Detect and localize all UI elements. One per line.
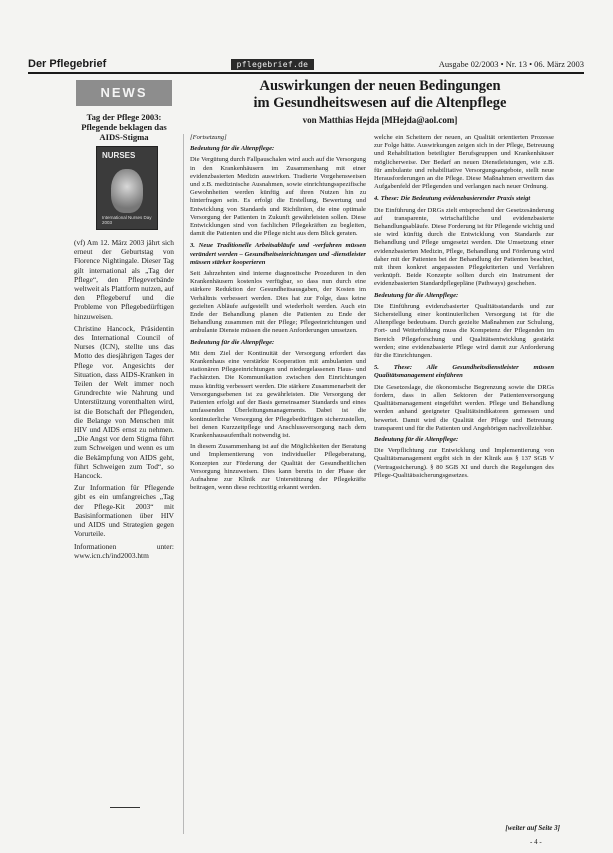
book-subtitle: International Nurses Day 2003	[102, 215, 152, 225]
header-rule	[28, 72, 584, 74]
issue-info: Ausgabe 02/2003 • Nr. 13 • 06. März 2003	[438, 59, 584, 69]
book-cover-image	[96, 146, 158, 230]
continuation-note: [Fortsetzung]	[190, 134, 227, 141]
sidebar-paragraph: Zur Information für Pflegende gibt es ein umfangreiches „Tag der Pflege-Kit 2003“ mit Basisinformationen über HIV und AIDS und Strategien gegen Vorurteile.	[74, 483, 174, 539]
sidebar-paragraph: Christine Hancock, Präsidentin des International Council of Nurses (ICN), stellte uns das Motto des diesjährigen Tages der Pflege vor. Angesichts der Situation, dass AIDS-Kranken in Teilen der Welt immer noch Grundrechte wie Nahrung und Unterstützung vorenthalten wird, ist die Botschaft der Pflegenden, die Belange von Menschen mit HIV und AIDS ernst zu nehmen. „Die Angst vor dem Stigma führt zum Schweigen und wenn es um die Bekämpfung von AIDS geht, führt Schweigen zum Tod“, so Hancock.	[74, 323, 174, 481]
subheading: Bedeutung für die Altenpflege:	[374, 435, 459, 443]
body-paragraph: Die Gesetzeslage, die ökonomische Begrenzung sowie die DRGs fordern, dass in allen Sektoren der Patientenversorgung Qualitätsmanagement eingeführt werden. Pflege und Behandlung werden anhand geeigneter Qualitätsindikatoren gemessen und bewertet. Damit wird die Qualität der Pflege und Betreuung transparent und für die Patienten und Angehörigen nachvollziehbar.	[374, 383, 554, 432]
column-separator	[183, 134, 184, 834]
article-title-line: im Gesundheitswesen auf die Altenpflege	[253, 95, 507, 111]
article-column-right	[374, 134, 554, 838]
sidebar-paragraph: (vf) Am 12. März 2003 jährt sich erneut der Geburtstag von Florence Nightingale. Dieser Tag gilt international als „Tag der Pflege“, den Pflegeverbände weltweit als Plattform nutzen, auf den Pflegeberuf und die Probleme von Pflegebedürftigen hinzuweisen.	[74, 238, 174, 321]
sidebar-column	[74, 238, 174, 838]
article-column-left	[190, 134, 366, 838]
article-author: von Matthias Hejda [MHejda@aol.com]	[302, 115, 458, 125]
sidebar-divider	[110, 807, 140, 808]
thesis-heading: 5. These: Alle Gesundheitsdienstleister müssen Qualitätsmanagement einführen	[374, 364, 554, 380]
sidebar-info-link[interactable]: Informationen unter: www.icn.ch/ind2003.htm	[74, 541, 174, 560]
body-paragraph: Seit Jahrzehnten sind interne diagnostische Prozeduren in den Krankenhäusern kostenlos verfügbar, so dass nun durch eine stärkere Reduktion der Gesundheitsausgaben, der Kosten im Verhältnis verbessert werden. Dies hat zur Folge, dass keine gezielten Abläufe aufgestellt und wiederholt werden. Auch ein Ende der Behandlung planen die Patienten zu Ende der Behandlung zusammen mit der Pflege; Pflegeeinrichtungen und ambulante Dienste müssen die neuen Anforderungen umsetzen.	[190, 270, 366, 335]
subheading: Bedeutung für die Altenpflege:	[190, 338, 275, 346]
book-title: NURSES	[102, 151, 136, 160]
body-paragraph: Die Vergütung durch Fallpauschalen wird auch auf die Versorgung in den Krankenhäusern im Zusammenhang mit einer evidenzbasierten Medizin auswirken. Tradierte Vorgehensweisen und z.B. medizinische Ausnahmen, sowie einrichtungsspezifische Gewohnheiten werden künftig auf ihren Nutzen hin zu hinterfragen sein. Es erfolgt die Erstellung, Bewertung und Entwicklung von Standards und Richtlinien, die eine optimale Versorgung der Patienten in Zukunft gewährleisten sollen. Diese Entwicklungen sind von fachlichen Pflegekräften zu begleiten, damit die Patienten und die Pflege nicht aus dem Blick geraten.	[190, 156, 366, 238]
thesis-heading: 4. These: Die Bedeutung evidenzbasierender Praxis steigt	[374, 195, 531, 203]
body-paragraph: In diesem Zusammenhang ist auf die Möglichkeiten der Beratung und Implementierung von individueller Pflegeberatung, Konzepten zur Förderung der Qualität der Gesundheitlichen Versorgung hinzuweisen. Dies kann bereits in der Phase der Aufnahme zur Klinik zur Unterstützung der Pflegekräfte beitragen, wenn diese rechtzeitig erkannt werden.	[190, 443, 366, 492]
article-title	[188, 78, 572, 112]
website-url[interactable]: pflegebrief.de	[231, 59, 315, 70]
body-paragraph: Die Verpflichtung zur Entwicklung und Implementierung von Qualitätsmanagement ergibt sich in der Klinik aus § 137 SGB V (Vertragssicherung). § 80 SGB XI und durch die Regelungen des Pflege-Qualitätssicherungsgesetzes.	[374, 447, 554, 479]
sidebar-title: Tag der Pflege 2003: Pflegende beklagen das AIDS-Stigma	[81, 112, 167, 142]
body-paragraph: welche ein Scheitern der neuen, an Qualität orientierten Prozesse zur Folge hätte. Auswirkungen zeigen sich in der Pflege, Betreuung und Rehabilitation beteiligter Berufsgruppen und Krankenhäuser möglicherweise. Der Bedarf an neuen Dienstleistungen, wie z.B. für ambulante und rehabilitative Versorgungsangebote, stellt neue Herausforderungen an die Pflege. Diese Maßnahmen erweitern das Aufgabenfeld der Pflegenden und verlangen nach neuer Ordnung.	[374, 134, 554, 191]
page-number: - 4 -	[530, 838, 542, 846]
subheading: Bedeutung für die Altenpflege:	[190, 145, 275, 153]
body-paragraph: Die Einführung der DRGs zielt entsprechend der Gesetzesänderung auf transparente, wirtschaftliche und evidenzbasierte Behandlungsabläufe. Diese Forderung ist für Pflegende wichtig und sie wird künftig durch die Entwicklung von Standards zur Behandlung und Pflege umgesetzt werden. Die Umsetzung einer evidenzbasierten Medizin, Pflege, Behandlung und Förderung wird daher mit der Patienten bei der Behandlung der Patienten beachtet, mit ihren konkret angepassten Pflegekriterien und Verfahren verknüpft. Beide Konzepte sollten durch ein Instrument der evidenzbasierten Standardpflegepläne (Pathways) geschehen.	[374, 206, 554, 288]
body-paragraph: Die Einführung evidenzbasierter Qualitätsstandards und zur Sicherstellung einer kontinuierlichen Versorgung ist für die Altenpflege bedeutsam. Durch gezielte Maßnahmen zur Schulung, Fort- und Weiterbildung muss die Kompetenz der Pflegenden im Bereich Pflegeforschung und Qualitätsentwicklung gestärkt werden; eine evidenzbasierte Pflege wird damit zur Anforderung für die Einrichtungen.	[374, 302, 554, 360]
page-header	[28, 58, 584, 70]
news-label: NEWS	[76, 80, 172, 106]
brand-name: Der Pflegebrief	[28, 58, 107, 70]
thesis-heading: 3. Neue Traditionelle Arbeitsabläufe und -verfahren müssen verändert werden – Gesundheitseinrichtungen und -dienstleister müssen stärker kooperieren	[190, 242, 366, 266]
subheading: Bedeutung für die Altenpflege:	[374, 291, 459, 299]
article-title-line: Auswirkungen der neuen Bedingungen	[259, 78, 501, 94]
continued-note: [weiter auf Seite 3]	[505, 824, 560, 832]
body-paragraph: Mit dem Ziel der Kontinuität der Versorgung erfordert das Krankenhaus eine verstärkte Kooperation mit ambulanten und stationären Pflegeeinrichtungen und niedergelassenen Haus- und Fachärzten. Die Kommunikation zwischen den Einrichtungen muss künftig verbessert werden. Die stärkere Zusammenarbeit der Versorgungsebenen ist zu gewährleisten. Die Versorgung der Patienten erfolgt auf der Basis gemeinsamer Standards und eines umfassenden Überleitungsmanagements. Dabei ist die kontinuierliche Versorgung der Pflegebedürftigen sicherzustellen, bei denen Kurzzeitpflege und Anschlussversorgung nach dem Krankenhausaufenthalt notwendig ist.	[190, 349, 366, 439]
heart-graphic	[111, 169, 143, 213]
